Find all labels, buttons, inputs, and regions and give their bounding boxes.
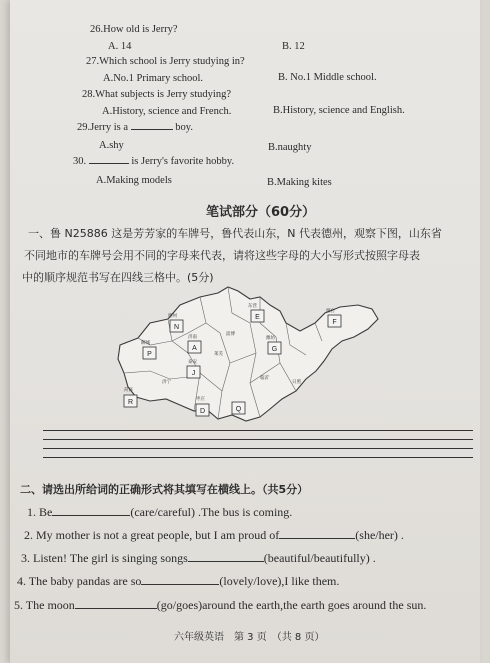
shandong-map xyxy=(110,283,390,428)
question-29-option-a: A.shy xyxy=(99,140,124,151)
plate-r: R xyxy=(127,399,134,406)
city-label: 德州 xyxy=(168,314,177,319)
grid-line xyxy=(43,457,473,458)
question-27-option-b: B. No.1 Middle school. xyxy=(278,72,377,83)
question-26: 26.How old is Jerry? xyxy=(90,24,178,35)
part1-instruction-line1: 一、鲁 N25886 这是芳芳家的车牌号，鲁代表山东，N 代表德州，观察下图，山东省 xyxy=(28,227,442,240)
part1-instruction-line3: 中的顺序规范书写在四线三格中。(5分) xyxy=(22,271,214,284)
part2-title: 二、请选出所给词的正确形式将其填写在横线上。（共5分） xyxy=(20,483,309,496)
question-28-option-a: A.History, science and French. xyxy=(102,106,232,117)
fill-item-5: 5. The moon (go/goes)around the earth,the earth goes around the sun. xyxy=(14,598,427,612)
question-26-option-b: B. 12 xyxy=(282,41,305,52)
question-27: 27.Which school is Jerry studying in? xyxy=(86,56,245,67)
city-label: 烟台 xyxy=(326,309,335,314)
plate-a: A xyxy=(192,345,197,352)
city-label: 济宁 xyxy=(162,380,171,385)
fill-item-2: 2. My mother is not a great people, but I am proud of (she/her) . xyxy=(24,528,404,542)
question-30-option-a: A.Making models xyxy=(96,175,172,186)
part1-instruction-line2: 不同地市的车牌号会用不同的字母来代表，请将这些字母的大小写形式按照字母表 xyxy=(24,249,420,262)
city-label: 莱芜 xyxy=(214,352,223,357)
fill-item-4: 4. The baby pandas are so (lovely/love),I like them. xyxy=(17,574,340,588)
city-label: 潍坊 xyxy=(266,336,275,341)
plate-q: Q xyxy=(235,406,242,413)
plate-d: D xyxy=(199,408,206,415)
question-28-option-b: B.History, science and English. xyxy=(273,105,405,116)
answer-blank[interactable] xyxy=(75,608,157,609)
city-label: 菏泽 xyxy=(124,388,133,393)
city-label: 济南 xyxy=(188,335,197,340)
written-section-title: 笔试部分（60分） xyxy=(206,205,316,220)
question-30: 30. is Jerry's favorite hobby. xyxy=(73,156,235,167)
question-27-option-a: A.No.1 Primary school. xyxy=(103,73,204,84)
plate-f: F xyxy=(332,319,337,326)
plate-p: P xyxy=(147,351,152,358)
city-label: 枣庄 xyxy=(196,397,205,402)
plate-j: J xyxy=(191,370,196,377)
exam-page xyxy=(10,0,480,663)
grid-line xyxy=(43,430,473,431)
grid-line xyxy=(43,439,473,440)
plate-g: G xyxy=(271,346,278,353)
answer-blank[interactable] xyxy=(52,515,130,516)
city-label: 泰安 xyxy=(188,360,197,365)
city-label: 淄博 xyxy=(226,332,235,337)
question-26-option-a: A. 14 xyxy=(108,41,132,52)
city-label: 日照 xyxy=(292,380,301,385)
answer-blank[interactable] xyxy=(141,584,219,585)
plate-e: E xyxy=(255,314,260,321)
city-label: 临沂 xyxy=(260,376,269,381)
question-28: 28.What subjects is Jerry studying? xyxy=(82,89,232,100)
question-30-option-b: B.Making kites xyxy=(267,177,332,188)
city-label: 东营 xyxy=(248,304,257,309)
answer-blank[interactable] xyxy=(279,538,355,539)
answer-blank[interactable] xyxy=(188,561,264,562)
grid-line xyxy=(43,448,473,449)
fill-item-1: 1. Be (care/careful) .The bus is coming. xyxy=(27,505,293,519)
question-29: 29.Jerry is a boy. xyxy=(77,122,193,133)
city-label: 聊城 xyxy=(141,341,150,346)
question-29-option-b: B.naughty xyxy=(268,142,312,153)
fill-item-3: 3. Listen! The girl is singing songs (beautiful/beautifully) . xyxy=(21,551,376,565)
page-footer: 六年级英语 第 3 页 （共 8 页） xyxy=(174,632,325,643)
plate-n: N xyxy=(173,324,180,331)
